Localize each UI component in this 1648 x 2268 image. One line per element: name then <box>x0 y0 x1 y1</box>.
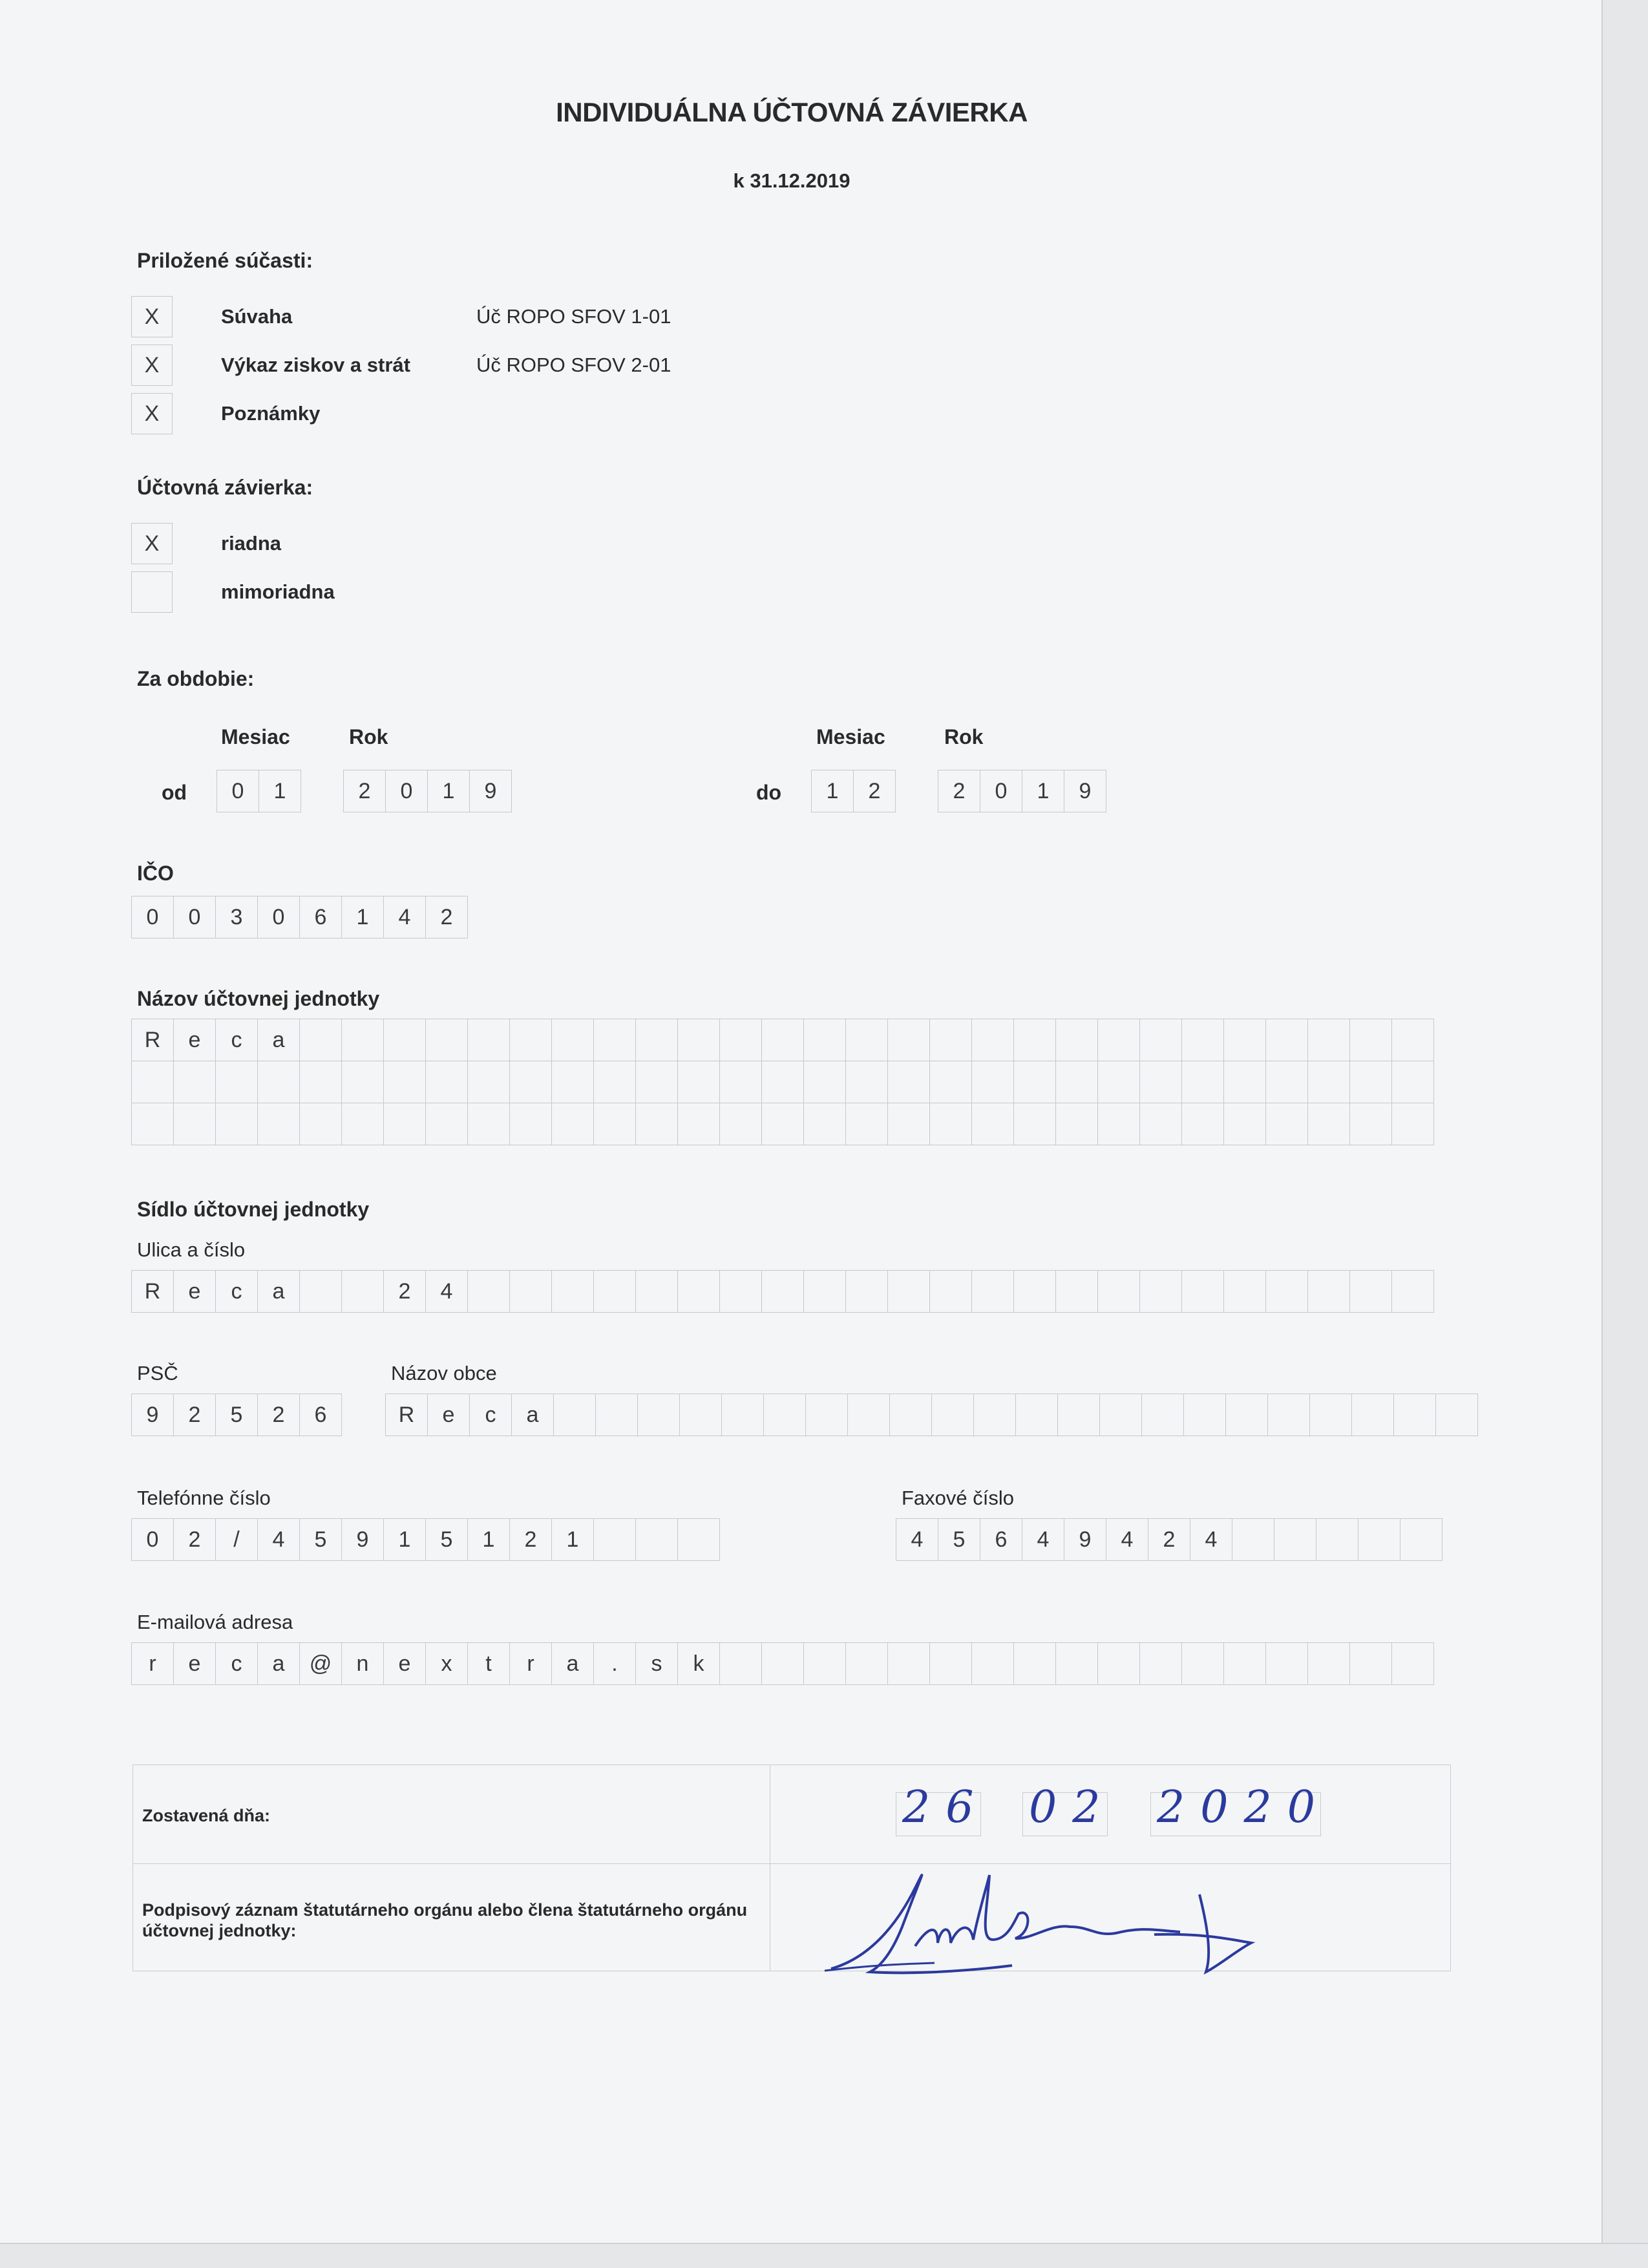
char-cell[interactable] <box>677 1061 720 1103</box>
char-cell[interactable] <box>1055 1019 1098 1061</box>
char-cell[interactable]: 1 <box>383 1518 426 1561</box>
char-cell[interactable] <box>677 1019 720 1061</box>
char-cell[interactable] <box>887 1103 930 1145</box>
char-cell[interactable] <box>1307 1270 1350 1313</box>
char-cell[interactable] <box>719 1019 762 1061</box>
char-cell[interactable]: 4 <box>1106 1518 1148 1561</box>
char-cell[interactable]: 2 <box>257 1394 300 1436</box>
street-label: Ulica a číslo <box>137 1238 246 1261</box>
char-cell[interactable] <box>173 1061 216 1103</box>
from-year-label: Rok <box>349 725 388 748</box>
char-cell[interactable] <box>845 1270 888 1313</box>
char-cell[interactable]: / <box>215 1518 258 1561</box>
char-cell[interactable]: 9 <box>341 1518 384 1561</box>
from-month-field <box>217 770 301 812</box>
char-cell[interactable] <box>1391 1270 1434 1313</box>
char-cell[interactable] <box>1393 1394 1436 1436</box>
char-cell[interactable] <box>1223 1061 1266 1103</box>
char-cell[interactable] <box>383 1019 426 1061</box>
closing-heading: Účtovná závierka: <box>137 476 313 499</box>
char-cell[interactable] <box>929 1019 972 1061</box>
char-cell[interactable] <box>1265 1270 1308 1313</box>
street-field <box>131 1270 1433 1313</box>
char-cell[interactable] <box>425 1103 468 1145</box>
char-cell[interactable]: 6 <box>980 1518 1022 1561</box>
char-cell[interactable] <box>1097 1061 1140 1103</box>
char-cell[interactable] <box>1223 1642 1266 1685</box>
char-cell[interactable]: 2 <box>383 1270 426 1313</box>
char-cell[interactable] <box>719 1270 762 1313</box>
char-cell[interactable] <box>845 1061 888 1103</box>
char-cell[interactable] <box>467 1061 510 1103</box>
char-cell[interactable] <box>1307 1103 1350 1145</box>
char-cell[interactable] <box>173 1103 216 1145</box>
char-cell[interactable]: t <box>467 1642 510 1685</box>
char-cell[interactable] <box>1013 1061 1056 1103</box>
char-cell[interactable] <box>257 1103 300 1145</box>
char-cell[interactable] <box>1015 1394 1058 1436</box>
char-cell[interactable]: 4 <box>1190 1518 1232 1561</box>
char-cell[interactable]: 2 <box>343 770 386 812</box>
char-cell[interactable] <box>1309 1394 1352 1436</box>
from-year-field <box>343 770 511 812</box>
char-cell[interactable]: 0 <box>980 770 1022 812</box>
char-cell[interactable] <box>1400 1518 1442 1561</box>
char-cell[interactable] <box>763 1394 806 1436</box>
char-cell[interactable] <box>1265 1019 1308 1061</box>
char-cell[interactable] <box>803 1061 846 1103</box>
char-cell[interactable] <box>1316 1518 1358 1561</box>
char-cell[interactable] <box>1141 1394 1184 1436</box>
char-cell[interactable]: c <box>215 1019 258 1061</box>
char-cell[interactable] <box>889 1394 932 1436</box>
char-cell[interactable] <box>679 1394 722 1436</box>
char-cell[interactable] <box>593 1270 636 1313</box>
closing-type-checkbox[interactable] <box>131 571 173 613</box>
char-cell[interactable] <box>761 1270 804 1313</box>
char-cell[interactable] <box>551 1061 594 1103</box>
email-field <box>131 1642 1433 1685</box>
char-cell[interactable] <box>1055 1642 1098 1685</box>
component-checkbox[interactable]: X <box>131 296 173 337</box>
char-cell[interactable] <box>1232 1518 1274 1561</box>
char-cell[interactable]: 2 <box>425 896 468 938</box>
char-cell[interactable] <box>1097 1019 1140 1061</box>
char-cell[interactable] <box>1391 1642 1434 1685</box>
char-cell[interactable]: 0 <box>257 896 300 938</box>
char-cell[interactable] <box>1307 1642 1350 1685</box>
fax-label: Faxové číslo <box>902 1487 1015 1509</box>
char-cell[interactable] <box>887 1642 930 1685</box>
char-cell[interactable] <box>637 1394 680 1436</box>
char-cell[interactable] <box>383 1061 426 1103</box>
char-cell[interactable] <box>1013 1103 1056 1145</box>
char-cell[interactable] <box>761 1019 804 1061</box>
char-cell[interactable] <box>929 1642 972 1685</box>
char-cell[interactable] <box>551 1270 594 1313</box>
char-cell[interactable] <box>1139 1642 1182 1685</box>
char-cell[interactable] <box>1349 1019 1392 1061</box>
from-label: od <box>162 781 187 804</box>
char-cell[interactable]: R <box>385 1394 428 1436</box>
char-cell[interactable] <box>887 1270 930 1313</box>
closing-type-checkbox[interactable]: X <box>131 523 173 564</box>
fax-field <box>896 1518 1442 1561</box>
char-cell[interactable]: 0 <box>385 770 428 812</box>
char-cell[interactable] <box>341 1061 384 1103</box>
char-cell[interactable]: 6 <box>299 1394 342 1436</box>
char-cell[interactable] <box>677 1103 720 1145</box>
char-cell[interactable]: e <box>173 1019 216 1061</box>
char-cell[interactable] <box>1307 1061 1350 1103</box>
char-cell[interactable]: c <box>215 1642 258 1685</box>
char-cell[interactable] <box>971 1270 1014 1313</box>
char-cell[interactable] <box>593 1061 636 1103</box>
char-cell[interactable] <box>425 1019 468 1061</box>
char-cell[interactable] <box>1055 1103 1098 1145</box>
char-cell[interactable]: 3 <box>215 896 258 938</box>
char-cell[interactable] <box>425 1061 468 1103</box>
char-cell[interactable]: 0 <box>217 770 259 812</box>
char-cell[interactable] <box>1349 1270 1392 1313</box>
char-cell[interactable] <box>1181 1270 1224 1313</box>
char-cell[interactable] <box>761 1061 804 1103</box>
char-cell[interactable] <box>551 1019 594 1061</box>
char-cell[interactable] <box>803 1642 846 1685</box>
psc-field <box>131 1394 341 1436</box>
compiled-label: Zostavená dňa: <box>142 1806 271 1825</box>
to-year-field <box>938 770 1106 812</box>
component-code: Úč ROPO SFOV 1-01 <box>476 305 671 328</box>
char-cell[interactable]: 2 <box>938 770 980 812</box>
char-cell[interactable] <box>1181 1103 1224 1145</box>
char-cell[interactable] <box>971 1642 1014 1685</box>
phone-field <box>131 1518 719 1561</box>
char-cell[interactable] <box>1057 1394 1100 1436</box>
char-cell[interactable] <box>1349 1642 1392 1685</box>
char-cell[interactable] <box>131 1103 174 1145</box>
signature-image <box>818 1836 1400 1978</box>
char-cell[interactable]: k <box>677 1642 720 1685</box>
char-cell[interactable]: 1 <box>1022 770 1064 812</box>
char-cell[interactable] <box>509 1103 552 1145</box>
char-cell[interactable]: 5 <box>299 1518 342 1561</box>
char-cell[interactable]: 0 <box>131 1518 174 1561</box>
char-cell[interactable] <box>341 1019 384 1061</box>
char-cell[interactable]: 1 <box>259 770 301 812</box>
char-cell[interactable]: 2 <box>1148 1518 1190 1561</box>
char-cell[interactable] <box>931 1394 974 1436</box>
char-cell[interactable]: a <box>511 1394 554 1436</box>
char-cell[interactable] <box>509 1270 552 1313</box>
char-cell[interactable] <box>1097 1103 1140 1145</box>
char-cell[interactable] <box>1349 1061 1392 1103</box>
char-cell[interactable]: r <box>131 1642 174 1685</box>
char-cell[interactable]: 2 <box>173 1518 216 1561</box>
char-cell[interactable] <box>721 1394 764 1436</box>
char-cell[interactable] <box>1183 1394 1226 1436</box>
city-field <box>385 1394 1477 1436</box>
char-cell[interactable] <box>215 1061 258 1103</box>
char-cell[interactable] <box>1265 1061 1308 1103</box>
char-cell[interactable]: 9 <box>131 1394 174 1436</box>
char-cell[interactable] <box>1139 1061 1182 1103</box>
char-cell[interactable] <box>1013 1019 1056 1061</box>
char-cell[interactable] <box>635 1270 678 1313</box>
char-cell[interactable]: 1 <box>427 770 470 812</box>
char-cell[interactable]: 4 <box>1022 1518 1064 1561</box>
period-heading: Za obdobie: <box>137 667 255 690</box>
char-cell[interactable] <box>1391 1103 1434 1145</box>
char-cell[interactable] <box>1223 1019 1266 1061</box>
char-cell[interactable] <box>1013 1270 1056 1313</box>
char-cell[interactable] <box>257 1061 300 1103</box>
char-cell[interactable]: a <box>551 1642 594 1685</box>
char-cell[interactable] <box>1013 1642 1056 1685</box>
component-checkbox[interactable]: X <box>131 344 173 386</box>
char-cell[interactable] <box>929 1061 972 1103</box>
char-cell[interactable]: a <box>257 1642 300 1685</box>
char-cell[interactable]: 9 <box>469 770 512 812</box>
char-cell[interactable]: 2 <box>853 770 896 812</box>
city-label: Názov obce <box>391 1362 497 1384</box>
closing-type-label: mimoriadna <box>221 580 335 603</box>
char-cell[interactable]: 1 <box>811 770 854 812</box>
to-label: do <box>756 781 782 804</box>
char-cell[interactable]: 1 <box>467 1518 510 1561</box>
char-cell[interactable] <box>341 1103 384 1145</box>
from-month-label: Mesiac <box>221 725 290 748</box>
name-field-row1 <box>131 1019 1433 1061</box>
char-cell[interactable] <box>467 1270 510 1313</box>
char-cell[interactable]: s <box>635 1642 678 1685</box>
char-cell[interactable]: a <box>257 1019 300 1061</box>
to-year-label: Rok <box>944 725 984 748</box>
char-cell[interactable] <box>929 1103 972 1145</box>
char-cell[interactable]: 9 <box>1064 770 1106 812</box>
char-cell[interactable] <box>1139 1103 1182 1145</box>
component-label: Výkaz ziskov a strát <box>221 354 410 376</box>
component-label: Súvaha <box>221 305 293 328</box>
char-cell[interactable] <box>803 1103 846 1145</box>
char-cell[interactable] <box>845 1103 888 1145</box>
char-cell[interactable] <box>595 1394 638 1436</box>
char-cell[interactable]: c <box>215 1270 258 1313</box>
char-cell[interactable] <box>1223 1270 1266 1313</box>
char-cell[interactable] <box>467 1019 510 1061</box>
char-cell[interactable]: 4 <box>896 1518 938 1561</box>
char-cell[interactable] <box>973 1394 1016 1436</box>
char-cell[interactable]: 6 <box>299 896 342 938</box>
char-cell[interactable] <box>1181 1019 1224 1061</box>
char-cell[interactable] <box>929 1270 972 1313</box>
components-heading: Priložené súčasti: <box>137 249 313 272</box>
char-cell[interactable] <box>1055 1270 1098 1313</box>
char-cell[interactable] <box>719 1103 762 1145</box>
char-cell[interactable] <box>887 1061 930 1103</box>
compiled-year: 2020 <box>1157 1782 1331 1833</box>
sign-label: Podpisový záznam štatutárneho orgánu alebo člena štatutárneho orgánu účtovnej jednotky: <box>142 1900 748 1940</box>
char-cell[interactable] <box>1265 1642 1308 1685</box>
char-cell[interactable] <box>1099 1394 1142 1436</box>
char-cell[interactable] <box>635 1103 678 1145</box>
char-cell[interactable] <box>1223 1103 1266 1145</box>
char-cell[interactable] <box>971 1061 1014 1103</box>
char-cell[interactable] <box>1267 1394 1310 1436</box>
char-cell[interactable] <box>1435 1394 1478 1436</box>
char-cell[interactable]: 5 <box>938 1518 980 1561</box>
char-cell[interactable] <box>677 1270 720 1313</box>
compiled-day: 26 <box>902 1782 989 1833</box>
name-label: Názov účtovnej jednotky <box>137 987 380 1010</box>
char-cell[interactable]: @ <box>299 1642 342 1685</box>
char-cell[interactable] <box>635 1061 678 1103</box>
char-cell[interactable] <box>1097 1642 1140 1685</box>
char-cell[interactable] <box>215 1103 258 1145</box>
char-cell[interactable] <box>635 1019 678 1061</box>
email-label: E-mailová adresa <box>137 1611 293 1633</box>
char-cell[interactable]: e <box>427 1394 470 1436</box>
compiled-month: 02 <box>1029 1782 1116 1833</box>
char-cell[interactable] <box>1225 1394 1268 1436</box>
name-field-row2 <box>131 1061 1433 1103</box>
char-cell[interactable] <box>1097 1270 1140 1313</box>
char-cell[interactable]: n <box>341 1642 384 1685</box>
char-cell[interactable]: 2 <box>173 1394 216 1436</box>
to-month-field <box>811 770 895 812</box>
char-cell[interactable] <box>971 1103 1014 1145</box>
char-cell[interactable] <box>551 1103 594 1145</box>
char-cell[interactable]: 5 <box>215 1394 258 1436</box>
char-cell[interactable] <box>1274 1518 1316 1561</box>
char-cell[interactable] <box>1391 1019 1434 1061</box>
char-cell[interactable] <box>887 1019 930 1061</box>
char-cell[interactable]: e <box>173 1270 216 1313</box>
char-cell[interactable] <box>719 1642 762 1685</box>
char-cell[interactable] <box>383 1103 426 1145</box>
ico-label: IČO <box>137 862 174 885</box>
char-cell[interactable] <box>299 1270 342 1313</box>
char-cell[interactable] <box>1391 1061 1434 1103</box>
char-cell[interactable] <box>341 1270 384 1313</box>
char-cell[interactable] <box>971 1019 1014 1061</box>
char-cell[interactable] <box>299 1103 342 1145</box>
char-cell[interactable] <box>509 1061 552 1103</box>
document-title: INDIVIDUÁLNA ÚČTOVNÁ ZÁVIERKA <box>556 97 1028 127</box>
char-cell[interactable]: R <box>131 1019 174 1061</box>
char-cell[interactable] <box>1349 1103 1392 1145</box>
char-cell[interactable]: 9 <box>1064 1518 1106 1561</box>
char-cell[interactable] <box>845 1019 888 1061</box>
name-field-row3 <box>131 1103 1433 1145</box>
char-cell[interactable] <box>847 1394 890 1436</box>
char-cell[interactable] <box>593 1019 636 1061</box>
scan-edge-right <box>1601 0 1648 2267</box>
char-cell[interactable] <box>1181 1061 1224 1103</box>
char-cell[interactable] <box>1358 1518 1400 1561</box>
char-cell[interactable] <box>593 1103 636 1145</box>
char-cell[interactable] <box>805 1394 848 1436</box>
char-cell[interactable] <box>299 1019 342 1061</box>
char-cell[interactable]: R <box>131 1270 174 1313</box>
closing-type-label: riadna <box>221 532 282 555</box>
document-date: k 31.12.2019 <box>733 169 850 192</box>
char-cell[interactable] <box>131 1061 174 1103</box>
component-label: Poznámky <box>221 402 321 425</box>
char-cell[interactable]: 4 <box>425 1270 468 1313</box>
signature-table <box>132 1765 1451 1971</box>
char-cell[interactable]: a <box>257 1270 300 1313</box>
char-cell[interactable] <box>299 1061 342 1103</box>
char-cell[interactable]: c <box>469 1394 512 1436</box>
char-cell[interactable] <box>509 1019 552 1061</box>
char-cell[interactable]: 0 <box>173 896 216 938</box>
char-cell[interactable] <box>677 1518 720 1561</box>
char-cell[interactable] <box>635 1518 678 1561</box>
char-cell[interactable]: e <box>383 1642 426 1685</box>
char-cell[interactable]: e <box>173 1642 216 1685</box>
char-cell[interactable] <box>1181 1642 1224 1685</box>
char-cell[interactable] <box>803 1019 846 1061</box>
char-cell[interactable] <box>719 1061 762 1103</box>
char-cell[interactable]: 1 <box>341 896 384 938</box>
char-cell[interactable]: r <box>509 1642 552 1685</box>
psc-label: PSČ <box>137 1362 178 1384</box>
char-cell[interactable] <box>761 1103 804 1145</box>
phone-label: Telefónne číslo <box>137 1487 271 1509</box>
char-cell[interactable] <box>803 1270 846 1313</box>
ico-field <box>131 896 467 938</box>
char-cell[interactable]: 4 <box>257 1518 300 1561</box>
char-cell[interactable] <box>1265 1103 1308 1145</box>
char-cell[interactable] <box>593 1518 636 1561</box>
char-cell[interactable]: 0 <box>131 896 174 938</box>
char-cell[interactable]: x <box>425 1642 468 1685</box>
char-cell[interactable]: 4 <box>383 896 426 938</box>
char-cell[interactable]: 2 <box>509 1518 552 1561</box>
char-cell[interactable]: . <box>593 1642 636 1685</box>
seat-heading: Sídlo účtovnej jednotky <box>137 1198 370 1221</box>
char-cell[interactable] <box>553 1394 596 1436</box>
char-cell[interactable] <box>845 1642 888 1685</box>
char-cell[interactable] <box>1139 1270 1182 1313</box>
char-cell[interactable] <box>467 1103 510 1145</box>
char-cell[interactable] <box>1139 1019 1182 1061</box>
char-cell[interactable]: 5 <box>425 1518 468 1561</box>
char-cell[interactable]: 1 <box>551 1518 594 1561</box>
component-code: Úč ROPO SFOV 2-01 <box>476 354 671 376</box>
char-cell[interactable] <box>761 1642 804 1685</box>
to-month-label: Mesiac <box>816 725 885 748</box>
component-checkbox[interactable]: X <box>131 393 173 434</box>
char-cell[interactable] <box>1351 1394 1394 1436</box>
scan-edge-bottom <box>0 2243 1648 2268</box>
char-cell[interactable] <box>1307 1019 1350 1061</box>
char-cell[interactable] <box>1055 1061 1098 1103</box>
